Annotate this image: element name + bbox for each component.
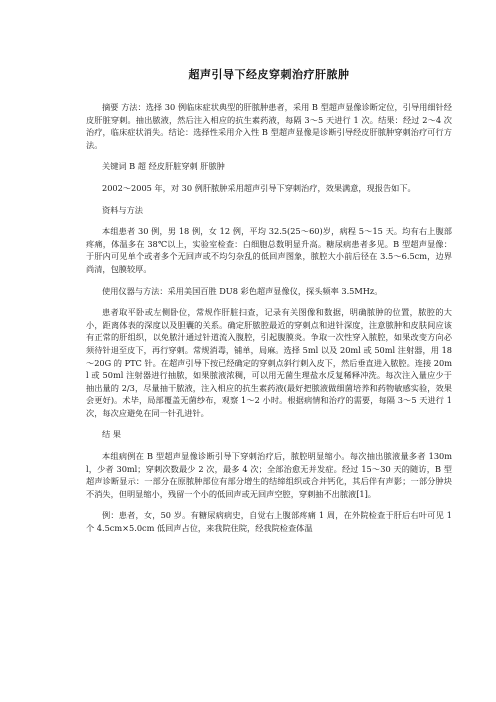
keywords-line: 关键词 B 超 经皮肝脏穿刺 肝脓肿 bbox=[102, 161, 225, 172]
instrument-paragraph: 使用仪器与方法：采用美国百胜 DU8 彩色超声显像仪，探头频率 3.5MHz。 bbox=[102, 285, 383, 296]
section-heading-results: 结 果 bbox=[102, 429, 121, 440]
case-paragraph: 例：患者，女，50 岁。有糖尿病病史，自觉右上腹部疼痛 1 周，在外院检查于肝后右叶可见 1 个 4.5cm×5.0cm 低回声占位，来我院住院，经我院检查体温 bbox=[86, 510, 452, 534]
section-heading-methods: 资料与方法 bbox=[102, 204, 143, 215]
procedure-paragraph: 患者取平卧或左侧卧位，常规作肝脏扫查，记录有关图像和数据，明确脓肿的位置，脓腔的大小，距离体表的深度以及胆囊的关系。确定肝脓腔最近的穿刺点和进针深度，注意脓肿和皮肤间应该有正常的肝组织，以免脓汁通过针道流入腹腔，引起腹膜炎。争取一次性穿入脓腔，如果改变方向必须待针退至皮下，再行穿刺。常规消毒，铺单，局麻。选择 5ml 以及 20ml 或 50ml 注射器，用 18～20G 的 PTC 针。在超声引导下按已经确定的穿刺点斜行刺入皮下，然后垂直进入脓腔。连接 20ml 或 50ml 注射器进行抽脓，如果脓液浓稠，可以用无菌生理盐水反复稀释冲洗。每次注入量应少于抽出量的 2/3，尽量抽干脓液，注入相应的抗生素药液(最好把脓液做细菌培养和药物敏感实验，效果会更好)。术毕，局部覆盖无菌纱布，观察 1～2 小时。根据病情和治疗的需要，每隔 3～5 天进行 1 次，每次应避免在同一针孔进针。 bbox=[86, 307, 452, 418]
results-paragraph: 本组病例在 B 型超声显像诊断引导下穿刺治疗后，脓腔明显缩小。每次抽出脓液量多者 130ml，少者 30ml；穿刺次数最少 2 次，最多 4 次；全部治愈无并发症。经过 15～30 天的随访，B 型超声诊断显示：一部分在原脓肿部位有部分增生的结缔组织或合并钙化，其后伴有声影；一部分肿块不消失，但明显缩小，残留一个小的低回声或无回声空腔，穿刺抽不出脓液[1]。 bbox=[86, 451, 452, 499]
intro-paragraph: 2002～2005 年，对 30 例肝脓肿采用超声引导下穿刺治疗，效果满意，现报告如下。 bbox=[102, 182, 416, 193]
page-title: 超声引导下经皮穿刺治疗肝脓肿 bbox=[188, 68, 350, 81]
general-data-paragraph: 本组患者 30 例，男 18 例，女 12 例，平均 32.5(25～60)岁，病程 5～15 天。均有右上腹部疼痛，体温多在 38℃以上，实验室检查：白细胞总数明显升高。糖尿病患者多见。B 型超声显像：于肝内可见单个或者多个无回声或不均匀杂乱的低回声图象，脓腔大小前后径在 3.5～6.5cm，边界尚清，包膜较厚。 bbox=[86, 226, 452, 274]
abstract-paragraph: 摘要 方法：选择 30 例临床症状典型的肝脓肿患者，采用 B 型超声显像诊断定位，引导用细针经皮肝脏穿刺。抽出脓液，然后注入相应的抗生素药液，每隔 3～5 天进行 1 次。结果：经过 2～4 次治疗，临床症状消失。结论：选择性采用介入性 B 型超声显像是诊断引导经皮肝脓肿穿刺治疗可行方法。 bbox=[86, 102, 452, 150]
